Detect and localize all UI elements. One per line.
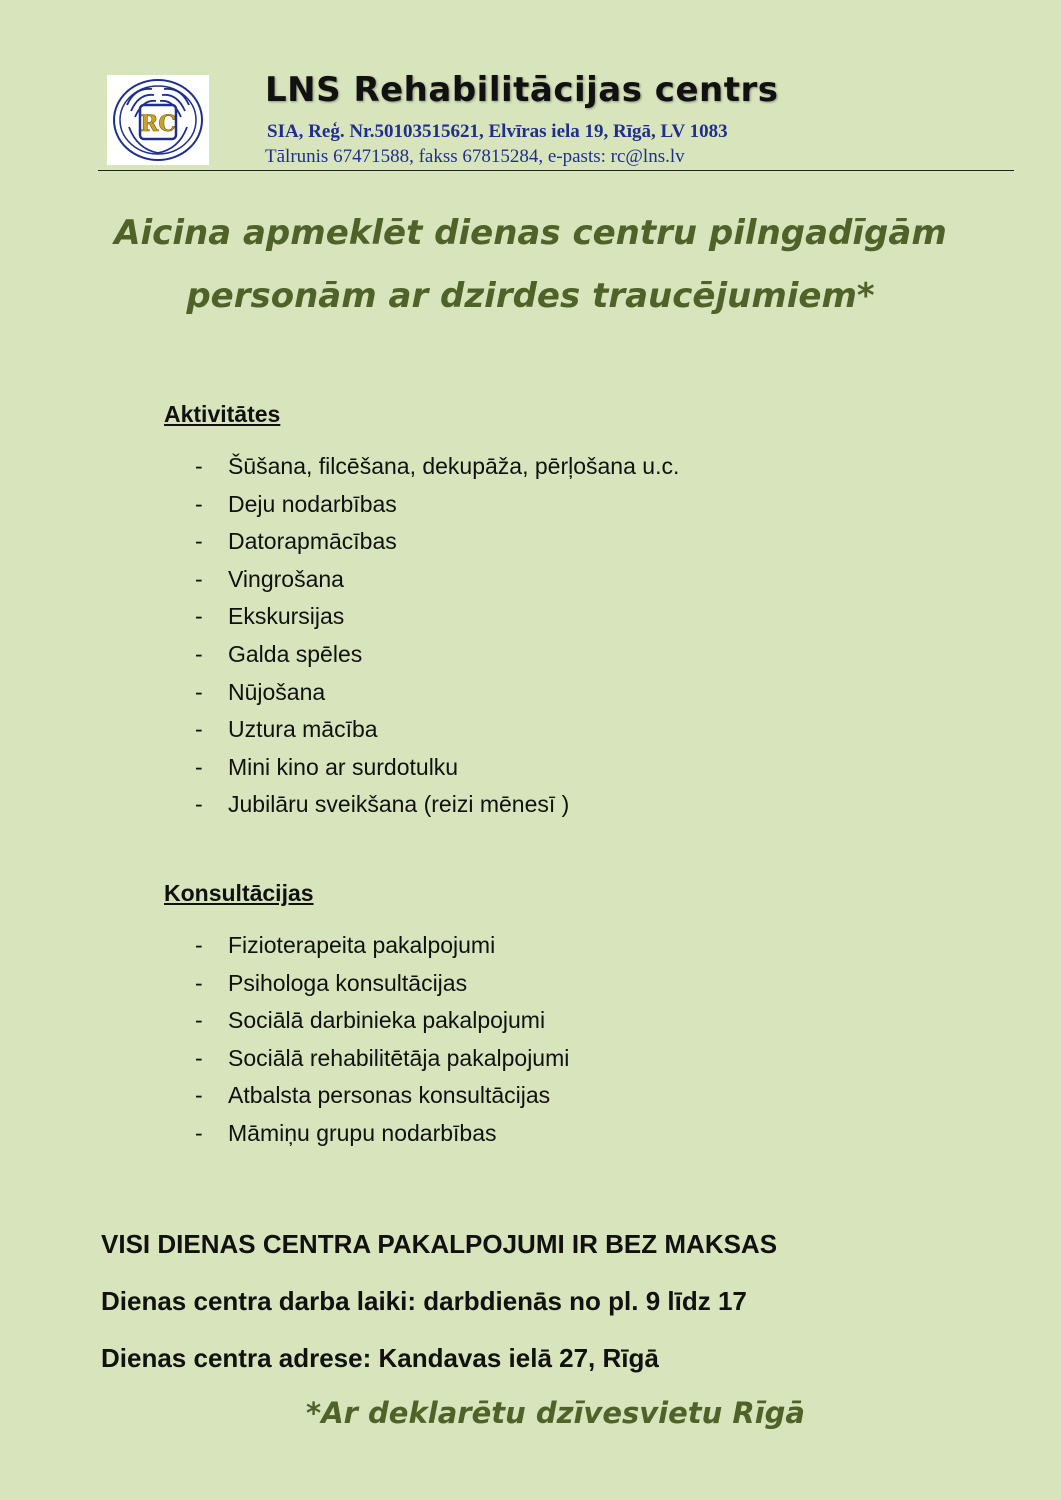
list-item bbox=[195, 561, 679, 599]
list-bullet: - bbox=[195, 1007, 203, 1034]
list-item bbox=[195, 486, 679, 524]
list-item-label: Galda spēles bbox=[228, 640, 363, 667]
list-bullet: - bbox=[195, 1119, 203, 1146]
list-item-label: Psihologa konsultācijas bbox=[228, 969, 468, 996]
list-item-label: Fizioterapeita pakalpojumi bbox=[228, 932, 496, 958]
list-bullet: - bbox=[195, 1044, 203, 1071]
list-bullet: - bbox=[195, 932, 203, 958]
list-bullet: - bbox=[195, 453, 203, 479]
list-item bbox=[195, 927, 569, 965]
list-bullet: - bbox=[195, 640, 203, 667]
list-item bbox=[195, 1002, 569, 1040]
list-item bbox=[195, 749, 679, 787]
list-item bbox=[195, 674, 679, 712]
list-item bbox=[195, 523, 679, 561]
list-item bbox=[195, 1077, 569, 1115]
list-bullet: - bbox=[195, 1082, 203, 1109]
list-bullet: - bbox=[195, 528, 203, 555]
list-item bbox=[195, 598, 679, 636]
footnote: *Ar deklarētu dzīvesvietu Rīgā bbox=[306, 1396, 805, 1430]
consultations-list bbox=[195, 927, 569, 1153]
list-item-label: Vingrošana bbox=[228, 565, 344, 592]
list-item-label: Atbalsta personas konsultācijas bbox=[228, 1082, 551, 1109]
activities-list bbox=[195, 448, 679, 824]
list-item-label: Māmiņu grupu nodarbības bbox=[228, 1119, 497, 1146]
list-item-label: Jubilāru sveikšana (reizi mēnesī ) bbox=[228, 791, 570, 818]
list-bullet: - bbox=[195, 969, 203, 996]
list-item bbox=[195, 786, 679, 824]
free-services-note: VISI DIENAS CENTRA PAKALPOJUMI IR BEZ MAKSAS bbox=[101, 1229, 778, 1259]
list-bullet: - bbox=[195, 603, 203, 630]
header-divider bbox=[98, 170, 1014, 171]
list-item bbox=[195, 711, 679, 749]
list-item-label: Nūjošana bbox=[228, 678, 326, 705]
list-bullet: - bbox=[195, 716, 203, 743]
consultations-title: Konsultācijas bbox=[164, 880, 314, 906]
working-hours: Dienas centra darba laiki: darbdienās no pl. 9 līdz 17 bbox=[101, 1286, 747, 1316]
list-bullet: - bbox=[195, 678, 203, 705]
list-bullet: - bbox=[195, 565, 203, 592]
list-item-label: Ekskursijas bbox=[228, 603, 345, 630]
list-item-label: Deju nodarbības bbox=[228, 490, 397, 517]
org-registration: SIA, Reģ. Nr.50103515621, Elvīras iela 19, Rīgā, LV 1083 bbox=[267, 121, 728, 142]
org-name: LNS Rehabilitācijas centrs bbox=[265, 70, 779, 110]
list-bullet: - bbox=[195, 791, 203, 818]
logo bbox=[107, 75, 209, 165]
logo-hands-icon bbox=[107, 75, 209, 165]
headline-line-2: personām ar dzirdes traucējumiem* bbox=[186, 276, 875, 316]
list-item-label: Sociālā rehabilitētāja pakalpojumi bbox=[228, 1044, 570, 1071]
list-item-label: Sociālā darbinieka pakalpojumi bbox=[228, 1007, 546, 1034]
list-item-label: Uztura mācība bbox=[228, 716, 378, 743]
list-item bbox=[195, 448, 679, 486]
address: Dienas centra adrese: Kandavas ielā 27, Rīgā bbox=[101, 1343, 659, 1373]
logo-text: RC bbox=[140, 111, 176, 137]
activities-title: Aktivitātes bbox=[164, 401, 281, 427]
list-item-label: Šūšana, filcēšana, dekupāža, pērļošana u.c. bbox=[228, 453, 680, 479]
list-item bbox=[195, 636, 679, 674]
list-item bbox=[195, 1115, 569, 1153]
list-bullet: - bbox=[195, 753, 203, 780]
list-item bbox=[195, 965, 569, 1003]
org-contacts: Tālrunis 67471588, fakss 67815284, e-pasts: rc@lns.lv bbox=[265, 146, 685, 167]
list-item-label: Datorapmācības bbox=[228, 528, 397, 555]
list-bullet: - bbox=[195, 490, 203, 517]
list-item bbox=[195, 1040, 569, 1078]
list-item-label: Mini kino ar surdotulku bbox=[228, 753, 459, 780]
headline-line-1: Aicina apmeklēt dienas centru pilngadīgām bbox=[114, 213, 947, 253]
